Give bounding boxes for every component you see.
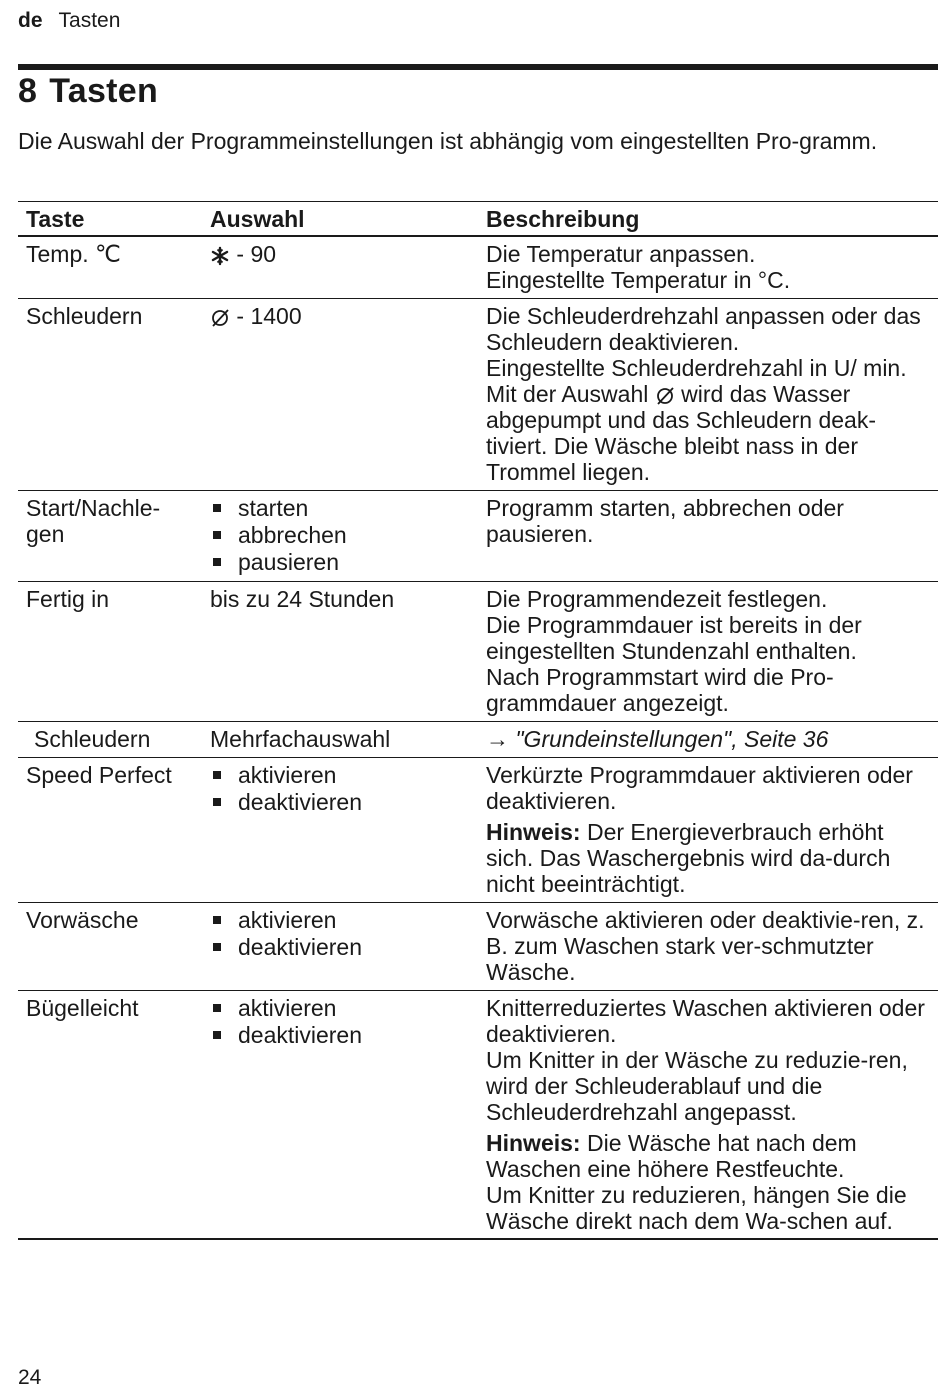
buttons-table <box>18 201 938 1240</box>
table-row <box>18 991 938 1240</box>
chapter-number: 8 <box>18 72 38 110</box>
description-line: Vorwäsche aktivieren oder deaktivie-ren, z. B. zum Waschen stark ver-schmutzter Wäsche. <box>486 907 925 985</box>
selection-cell: bis zu 24 Stunden <box>202 582 478 722</box>
table-row <box>18 491 938 582</box>
key-cell: Bügelleicht <box>18 991 202 1240</box>
list-item: aktivieren <box>210 907 470 933</box>
col-header-selection: Auswahl <box>202 202 478 237</box>
description-cell <box>478 236 938 299</box>
key-cell: Schleudern <box>18 722 202 758</box>
description-line: Nach Programmstart wird die Pro-grammdauer angezeigt. <box>486 664 834 716</box>
selection-cell <box>202 991 478 1240</box>
list-item: aktivieren <box>210 762 470 788</box>
temp-range: - 90 <box>236 241 277 267</box>
options-list <box>210 907 470 960</box>
page-number: 24 <box>18 1366 42 1389</box>
running-header <box>18 9 120 33</box>
description-line <box>486 381 930 485</box>
header-section: Tasten <box>58 9 121 32</box>
description-cell <box>478 491 938 582</box>
options-list <box>210 762 470 815</box>
description-line: Um Knitter in der Wäsche zu reduzie-ren, wird der Schleuderablauf und die Schleuderdrehzahl angepasst. <box>486 1047 908 1125</box>
list-item: deaktivieren <box>210 1022 470 1048</box>
list-item: pausieren <box>210 549 470 575</box>
description-line: Die Programmendezeit festlegen. <box>486 586 828 612</box>
no-spin-icon <box>655 386 675 406</box>
selection-cell <box>202 903 478 991</box>
description-cell <box>478 991 938 1240</box>
description-line: Die Temperatur anpassen. <box>486 241 756 267</box>
selection-cell <box>202 491 478 582</box>
table-header-row <box>18 202 938 237</box>
table-row <box>18 236 938 299</box>
header-rule <box>18 64 938 70</box>
key-cell: Schleudern <box>18 299 202 491</box>
col-header-key: Taste <box>18 202 202 237</box>
arrow-icon: → <box>486 726 509 752</box>
list-item: deaktivieren <box>210 934 470 960</box>
spin-range: - 1400 <box>236 303 302 329</box>
selection-cell <box>202 236 478 299</box>
key-cell: Temp. ℃ <box>18 236 202 299</box>
cross-reference-link[interactable]: "Grundeinstellungen", Seite 36 <box>515 726 829 752</box>
note-text: Die Wäsche hat nach dem Waschen eine höhere Restfeuchte. <box>486 1130 857 1182</box>
table-row <box>18 722 938 758</box>
options-list <box>210 495 470 575</box>
description-text: Mit der Auswahl <box>486 381 649 407</box>
description-cell <box>478 299 938 491</box>
description-line: Eingestellte Temperatur in °C. <box>486 267 791 293</box>
note <box>486 819 930 897</box>
chapter-title <box>18 72 158 111</box>
table-row <box>18 299 938 491</box>
description-line: Die Programmdauer ist bereits in der eingestellten Stundenzahl enthalten. <box>486 612 862 664</box>
key-cell: Speed Perfect <box>18 758 202 903</box>
intro-text: Die Auswahl der Programmeinstellungen ist abhängig vom eingestellten Pro-gramm. <box>18 128 878 154</box>
language-code: de <box>18 9 43 32</box>
options-list <box>210 995 470 1048</box>
list-item: abbrechen <box>210 522 470 548</box>
selection-cell <box>202 299 478 491</box>
selection-cell: Mehrfachauswahl <box>202 722 478 758</box>
note-text: Der Energieverbrauch erhöht sich. Das Waschergebnis wird da-durch nicht beeinträchtigt. <box>486 819 891 897</box>
note-label: Hinweis: <box>486 819 581 845</box>
note <box>486 1130 930 1182</box>
description-line: Eingestellte Schleuderdrehzahl in U/ min. <box>486 355 907 381</box>
description-cell <box>478 722 938 758</box>
no-spin-icon <box>210 308 230 328</box>
list-item: starten <box>210 495 470 521</box>
key-cell: Fertig in <box>18 582 202 722</box>
list-item: aktivieren <box>210 995 470 1021</box>
col-header-description: Beschreibung <box>478 202 938 237</box>
table-row <box>18 903 938 991</box>
description-cell <box>478 758 938 903</box>
description-line: Verkürzte Programmdauer aktivieren oder deaktivieren. <box>486 762 913 814</box>
snowflake-icon <box>210 246 230 266</box>
description-line: Programm starten, abbrechen oder pausieren. <box>486 495 844 547</box>
chapter-title-text: Tasten <box>49 72 159 110</box>
key-cell: Vorwäsche <box>18 903 202 991</box>
list-item: deaktivieren <box>210 789 470 815</box>
description-cell <box>478 903 938 991</box>
key-cell: Start/Nachle-gen <box>18 491 202 582</box>
note-label: Hinweis: <box>486 1130 581 1156</box>
selection-cell <box>202 758 478 903</box>
description-cell <box>478 582 938 722</box>
table-row <box>18 582 938 722</box>
description-line: Knitterreduziertes Waschen aktivieren oder deaktivieren. <box>486 995 925 1047</box>
description-line: Um Knitter zu reduzieren, hängen Sie die Wäsche direkt nach dem Wa-schen auf. <box>486 1182 907 1234</box>
table-row <box>18 758 938 903</box>
description-line: Die Schleuderdrehzahl anpassen oder das Schleudern deaktivieren. <box>486 303 921 355</box>
description-text: wird das Wasser abgepumpt und das Schleudern deak-tiviert. Die Wäsche bleibt nass in der Trommel liegen. <box>486 381 877 485</box>
